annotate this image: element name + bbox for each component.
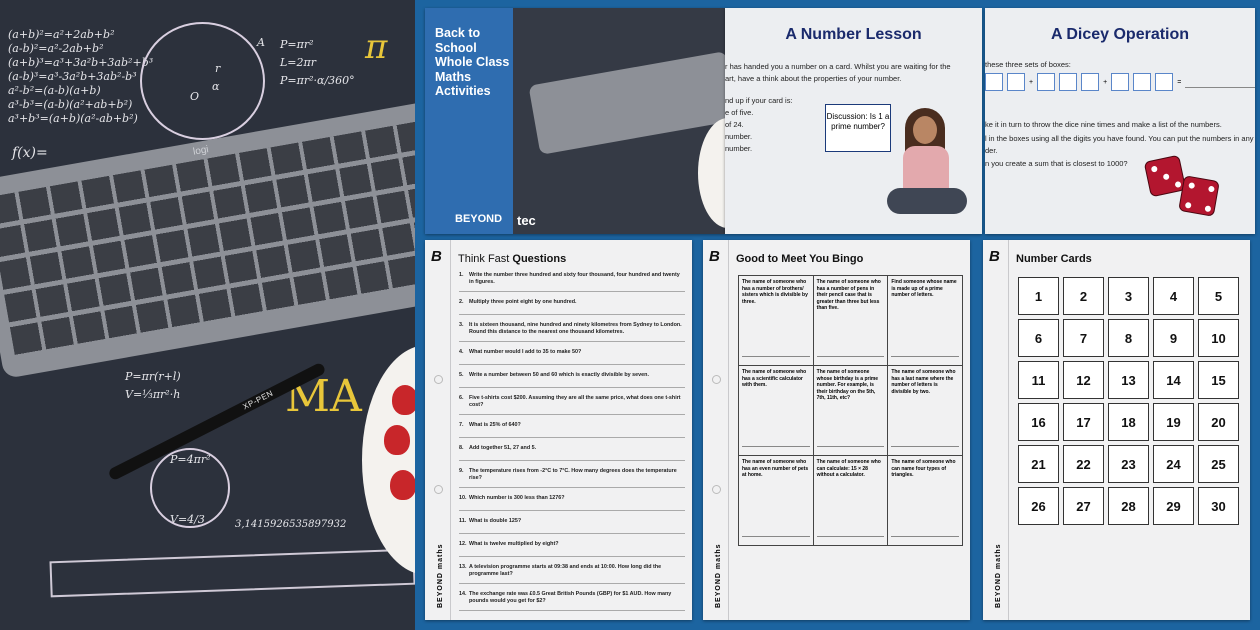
number-card: 6 <box>1018 319 1059 357</box>
equals-sign: = <box>1177 78 1182 86</box>
label-o: O <box>190 90 200 103</box>
bingo-row <box>739 456 963 546</box>
dice-icon <box>1178 175 1220 217</box>
student-legs <box>887 188 967 214</box>
slide-text: number. <box>725 144 753 153</box>
pi-symbol: π <box>365 27 388 67</box>
keyboard <box>0 100 415 379</box>
student-face <box>913 116 937 144</box>
beyond-brand-vertical: BEYOND maths <box>437 543 444 608</box>
question-number: 6. <box>459 395 464 401</box>
punch-hole <box>712 375 721 384</box>
question-text: What is twelve multiplied by eight? <box>469 541 559 547</box>
strawberry-bowl <box>362 345 415 575</box>
number-card: 18 <box>1108 403 1149 441</box>
slide-number-lesson[interactable] <box>725 8 982 234</box>
number-card: 2 <box>1063 277 1104 315</box>
sheet-title <box>458 253 566 265</box>
cone-formulas <box>125 368 181 404</box>
discussion-bubble: Discussion: Is 1 a prime number? <box>825 104 891 152</box>
bingo-cell: The name of someone who has an even number of pets at home. <box>739 456 814 546</box>
number-card: 9 <box>1153 319 1194 357</box>
question-item <box>459 539 685 557</box>
chalk-formula: P=πr²·α/360° <box>280 74 355 87</box>
question-item <box>459 393 685 415</box>
bingo-cell: The name of someone who has a scientific calculator with them. <box>739 366 814 456</box>
bingo-row <box>739 366 963 456</box>
strawberry-bowl <box>698 118 725 228</box>
number-card: 28 <box>1108 487 1149 525</box>
number-card: 23 <box>1108 445 1149 483</box>
slide-text: these three sets of boxes: <box>985 60 1071 69</box>
number-card: 11 <box>1018 361 1059 399</box>
slide-text: n you create a sum that is closest to 1000? <box>985 159 1128 168</box>
question-number: 13. <box>459 564 467 570</box>
maths-chalk-word: MA <box>285 371 362 422</box>
digit-box <box>1037 73 1055 91</box>
punch-hole <box>434 485 443 494</box>
punch-hole <box>712 485 721 494</box>
bingo-grid <box>738 275 963 546</box>
sheet-margin <box>983 240 1009 620</box>
question-item <box>459 270 685 292</box>
number-card: 16 <box>1018 403 1059 441</box>
question-number: 11. <box>459 518 467 524</box>
number-card: 30 <box>1198 487 1239 525</box>
chalk-formula: (a-b)²=a²-2ab+b² <box>8 42 104 55</box>
number-card: 13 <box>1108 361 1149 399</box>
digit-box <box>1133 73 1151 91</box>
circle-formulas <box>280 36 355 90</box>
beyond-logo: BEYOND <box>455 213 503 225</box>
question-item <box>459 466 685 488</box>
beyond-brand-vertical: BEYOND maths <box>995 543 1002 608</box>
question-number: 9. <box>459 468 464 474</box>
bingo-cell: The name of someone who has a number of pens in their pencil case that is greater than three but less than five. <box>813 276 888 366</box>
number-card: 1 <box>1018 277 1059 315</box>
pen-brand: XP-PEN <box>241 388 275 412</box>
question-text: The exchange rate was £0.5 Great British Pounds (GBP) for $1 AUD. How many pounds would you get for $2? <box>469 591 672 604</box>
slide-dicey-operation[interactable] <box>985 8 1255 234</box>
fx-formula: f(x)= <box>12 145 48 161</box>
chalk-formula: P=πr² <box>280 38 314 51</box>
digit-box <box>1111 73 1129 91</box>
plus-sign: + <box>1103 78 1108 86</box>
number-card: 10 <box>1198 319 1239 357</box>
worksheet-think-fast[interactable] <box>425 240 692 620</box>
number-card-grid <box>1018 277 1239 525</box>
chalk-formula: P=πr(r+l) <box>125 370 181 383</box>
label-r: r <box>215 62 221 75</box>
number-card: 5 <box>1198 277 1239 315</box>
dice-icon <box>1144 155 1187 198</box>
question-number: 1. <box>459 272 464 278</box>
slide-text: nd up if your card is: <box>725 96 793 105</box>
question-text: What number would I add to 35 to make 50? <box>469 349 582 355</box>
question-text: Add together 51, 27 and 5. <box>469 445 537 451</box>
chalk-formula: (a+b)³=a³+3a²b+3ab²+b³ <box>8 56 154 69</box>
slide-text: r has handed you a number on a card. Whilst you are waiting for the <box>725 62 951 71</box>
worksheet-bingo[interactable] <box>703 240 970 620</box>
cover-slide[interactable] <box>425 8 725 234</box>
digit-box <box>1059 73 1077 91</box>
question-item <box>459 562 685 584</box>
strawberry <box>384 425 410 455</box>
chalk-formula: a³-b³=(a-b)(a²+ab+b²) <box>8 98 133 111</box>
number-card: 8 <box>1108 319 1149 357</box>
title-part: Think Fast <box>458 253 513 265</box>
strawberry <box>392 385 415 415</box>
bingo-row <box>739 276 963 366</box>
question-text: Which number is 300 less than 1276? <box>469 495 565 501</box>
slide-text: art, have a think about the properties of your number. <box>725 74 902 83</box>
cover-photo <box>513 8 725 234</box>
digit-boxes <box>985 73 1255 91</box>
question-item <box>459 443 685 461</box>
strawberry <box>390 470 415 500</box>
bingo-cell: The name of someone who can calculate: 15 × 28 without a calculator. <box>813 456 888 546</box>
question-item <box>459 493 685 511</box>
chalk-formula: V=4/3 <box>170 513 205 526</box>
algebra-formulas <box>8 28 153 126</box>
plus-sign: + <box>1029 78 1034 86</box>
title-part: Questions <box>512 253 567 265</box>
question-item <box>459 370 685 388</box>
number-card: 21 <box>1018 445 1059 483</box>
question-item <box>459 420 685 438</box>
number-card: 22 <box>1063 445 1104 483</box>
beyond-b-logo: B <box>989 248 1000 265</box>
keyboard-keys <box>0 121 415 359</box>
number-card: 15 <box>1198 361 1239 399</box>
number-card: 12 <box>1063 361 1104 399</box>
sheet-title: Good to Meet You Bingo <box>736 253 864 265</box>
chalk-circle <box>140 22 265 140</box>
sheet-margin <box>425 240 451 620</box>
bingo-cell: Find someone whose name is made up of a prime number of letters. <box>888 276 963 366</box>
chalk-formula: P=4πr² <box>170 453 211 466</box>
question-item <box>459 589 685 611</box>
question-text: Write the number three hundred and sixty four thousand, four hundred and twenty in figures. <box>469 272 680 285</box>
digit-box <box>1081 73 1099 91</box>
chalk-formula: V=⅓πr²·h <box>125 388 181 401</box>
pi-digits: 3,1415926535897932 <box>235 519 347 530</box>
question-text: What is double 125? <box>469 518 522 524</box>
number-card: 17 <box>1063 403 1104 441</box>
beyond-b-logo: B <box>431 248 442 265</box>
digit-box <box>1155 73 1173 91</box>
number-card: 24 <box>1153 445 1194 483</box>
question-number: 4. <box>459 349 464 355</box>
bingo-cell: The name of someone who can name four types of triangles. <box>888 456 963 546</box>
sheet-margin <box>703 240 729 620</box>
slide-title: A Dicey Operation <box>1050 26 1190 43</box>
question-number: 12. <box>459 541 467 547</box>
chalk-formula: (a+b)²=a²+2ab+b² <box>8 28 115 41</box>
bingo-cell: The name of someone who has a last name where the number of letters is divisible by two. <box>888 366 963 456</box>
number-card: 20 <box>1198 403 1239 441</box>
sheet-title: Number Cards <box>1016 253 1092 265</box>
chalk-formula: (a-b)³=a³-3a²b+3ab²-b³ <box>8 70 137 83</box>
question-number: 2. <box>459 299 464 305</box>
keyboard-brand: logi <box>192 144 210 158</box>
question-text: Multiply three point eight by one hundred. <box>469 299 577 305</box>
number-card: 27 <box>1063 487 1104 525</box>
hero-photo-chalkboard <box>0 0 415 630</box>
chalk-sphere <box>150 448 230 528</box>
slide-text: ke it in turn to throw the dice nine times and make a list of the numbers. <box>985 120 1222 129</box>
number-card: 26 <box>1018 487 1059 525</box>
cover-title: Back to School Whole Class Maths Activities <box>435 26 510 98</box>
question-text: What is 25% of 640? <box>469 422 521 428</box>
chalk-ruler <box>49 549 415 598</box>
number-card: 25 <box>1198 445 1239 483</box>
question-item <box>459 347 685 365</box>
answer-line <box>1185 76 1255 88</box>
question-text: Five t-shirts cost $200. Assuming they are all the same price, what does one t-shirt cost? <box>469 395 681 408</box>
number-card: 19 <box>1153 403 1194 441</box>
product-preview-panel <box>415 0 1260 630</box>
slide-text: e of five. <box>725 108 754 117</box>
slide-text: der. <box>985 146 998 155</box>
bingo-cell: The name of someone whose birthday is a prime number. For example, is their birthday on the 5th, 7th, 11th, etc? <box>813 366 888 456</box>
question-number: 7. <box>459 422 464 428</box>
punch-hole <box>434 375 443 384</box>
question-number: 3. <box>459 322 464 328</box>
slide-text: of 24. <box>725 120 744 129</box>
question-number: 14. <box>459 591 467 597</box>
question-list <box>459 270 685 616</box>
question-item <box>459 320 685 342</box>
number-card: 14 <box>1153 361 1194 399</box>
number-card: 3 <box>1108 277 1149 315</box>
question-text: It is sixteen thousand, nine hundred and ninety kilometres from Sydney to London. Round this distance to the nearest one thousand kilometres. <box>469 322 682 335</box>
question-item <box>459 516 685 534</box>
question-number: 8. <box>459 445 464 451</box>
bingo-cell: The name of someone who has a number of brothers/ sisters which is divisible by three. <box>739 276 814 366</box>
question-text: A television programme starts at 09:38 and ends at 10:00. How long did the programme last? <box>469 564 662 577</box>
question-number: 10. <box>459 495 467 501</box>
photo-brand: tec <box>517 213 536 228</box>
student-body <box>903 146 949 192</box>
beyond-b-logo: B <box>709 248 720 265</box>
label-alpha: α <box>212 80 220 93</box>
slide-text: l in the boxes using all the digits you have found. You can put the numbers in any <box>985 134 1254 143</box>
beyond-brand-vertical: BEYOND maths <box>715 543 722 608</box>
worksheet-number-cards[interactable] <box>983 240 1250 620</box>
chalk-formula: L=2πr <box>280 56 317 69</box>
chalk-formula: a²-b²=(a-b)(a+b) <box>8 84 101 97</box>
slide-title: A Number Lesson <box>785 26 922 43</box>
question-text: Write a number between 50 and 60 which is exactly divisible by seven. <box>469 372 649 378</box>
number-card: 4 <box>1153 277 1194 315</box>
digit-box <box>985 73 1003 91</box>
question-number: 5. <box>459 372 464 378</box>
number-card: 7 <box>1063 319 1104 357</box>
label-a: A <box>257 36 265 49</box>
slide-text: number. <box>725 132 753 141</box>
chalk-formula: a³+b³=(a+b)(a²-ab+b²) <box>8 112 138 125</box>
question-item <box>459 297 685 315</box>
keyboard <box>528 51 725 155</box>
question-text: The temperature rises from -2°C to 7°C. How many degrees does the temperature rise? <box>469 468 677 481</box>
digit-box <box>1007 73 1025 91</box>
number-card: 29 <box>1153 487 1194 525</box>
